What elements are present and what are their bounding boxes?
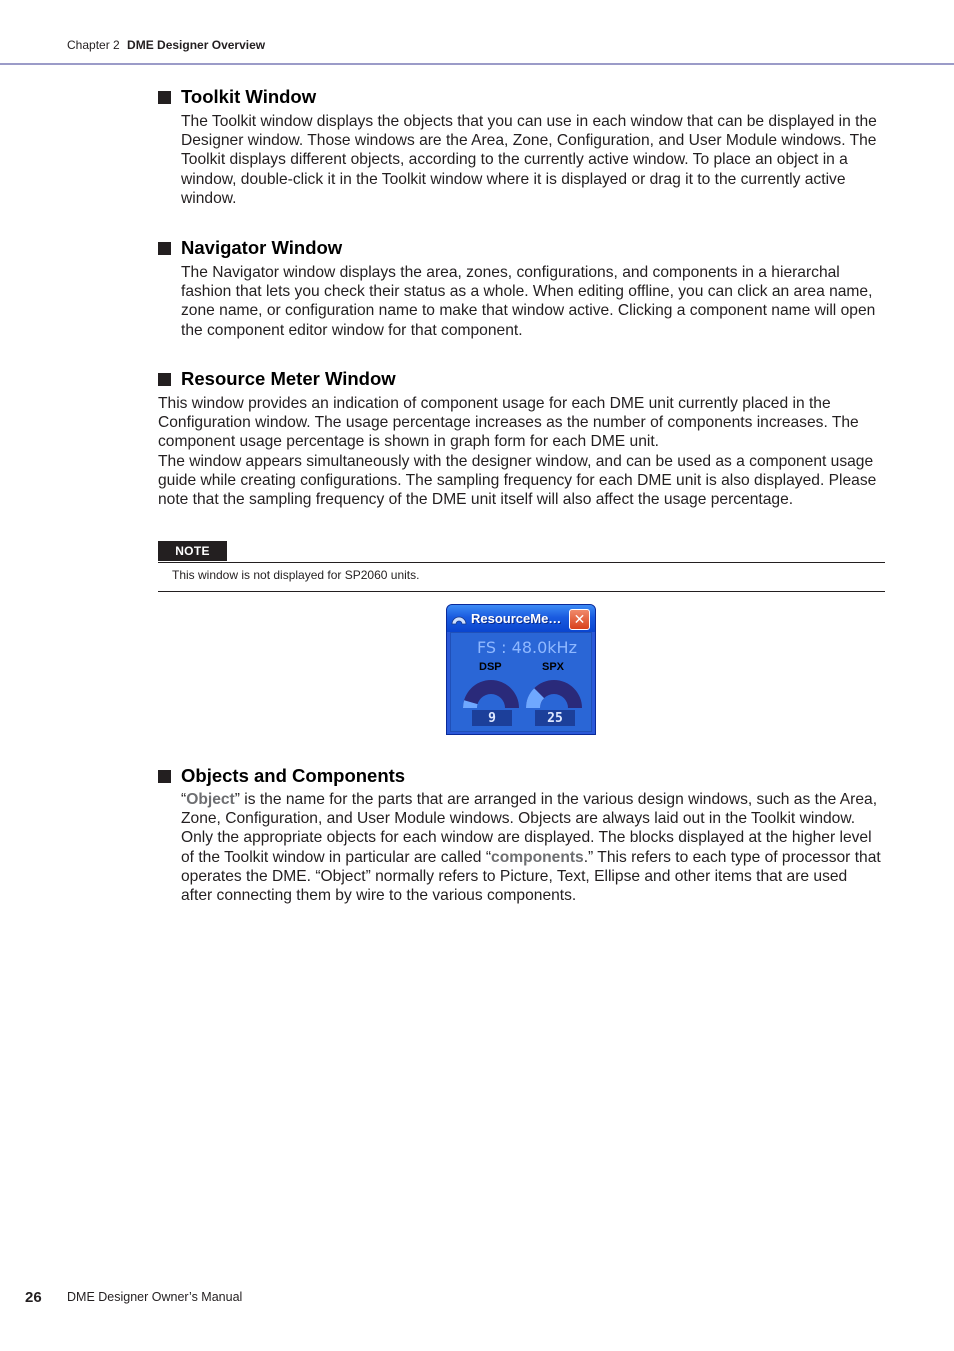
chapter-label: Chapter 2: [67, 38, 120, 52]
toolkit-paragraph: The Toolkit window displays the objects that you can use in each window that can be displayed in the Designer window. Those windows are the Area, Zone, Configuration, and User Module windows. The Toolkit displays different objects, according to the currently active window. To place an object in a window, double-click it in the Toolkit window where it is displayed or drag it to the currently active window.: [181, 113, 877, 207]
dsp-label: DSP: [479, 661, 502, 673]
resource-meter-window: [446, 604, 596, 735]
resource-paragraph-1: This window provides an indication of component usage for each DME unit currently placed in the Configuration window. The usage percentage increases as the number of components increases. The component usage percentage is shown in graph form for each DME unit.: [158, 395, 859, 451]
heading-objects-and-components: [158, 765, 405, 787]
resource-meter-title: ResourceMe…: [471, 611, 562, 626]
dsp-gauge: [461, 676, 521, 710]
objects-paragraph: [181, 790, 881, 905]
heading-text: Resource Meter Window: [181, 368, 396, 389]
heading-text: Objects and Components: [181, 765, 406, 786]
meter-app-icon: [451, 612, 467, 626]
sampling-frequency: FS : 48.0kHz: [477, 638, 577, 657]
text-run: .” This refers to each type of processor that operates the DME. “Object” normally refers to Picture, Text, Ellipse and other items that are used after connecting them by wire to the various components.: [181, 848, 881, 905]
text-run: “: [181, 791, 187, 808]
heading-toolkit-window: [158, 86, 316, 108]
term-components: components: [491, 848, 584, 866]
resource-meter-titlebar[interactable]: [447, 605, 595, 632]
page-number: 26: [25, 1289, 42, 1306]
heading-resource-meter-window: [158, 368, 396, 390]
manual-title: DME Designer Owner’s Manual: [67, 1290, 243, 1304]
note-divider-top: [158, 562, 885, 563]
spx-label: SPX: [542, 661, 565, 673]
text-run: ” is the name for the parts that are arranged in the various design windows, such as the Area, Zone, Configuration, and User Module windows. Objects are always laid out in the Toolkit window. Only the appropriate objects for each window are displayed. The blocks displayed at the higher level of the Toolkit window in particular are called “: [181, 791, 878, 866]
close-button[interactable]: [569, 609, 590, 630]
chapter-title: DME Designer Overview: [127, 38, 266, 52]
bullet-square-icon: [158, 770, 171, 783]
header-divider: [0, 63, 954, 65]
note-divider-bottom: [158, 591, 885, 592]
close-icon: ✕: [573, 611, 586, 627]
bullet-square-icon: [158, 91, 171, 104]
note-label: NOTE: [158, 541, 227, 561]
bullet-square-icon: [158, 373, 171, 386]
term-object: Object: [186, 791, 235, 808]
note-text: This window is not displayed for SP2060 units.: [172, 568, 420, 582]
navigator-paragraph: The Navigator window displays the area, zones, configurations, and components in a hierarchal fashion that lets you check their status as a whole. When editing offline, you can click an area name, zone name, or configuration name to make that window active. Clicking a component name will open the component editor window for that component.: [181, 264, 876, 339]
heading-text: Toolkit Window: [181, 86, 317, 107]
page-header: [67, 38, 265, 52]
dsp-value: 9: [472, 710, 512, 726]
resource-meter-body: [450, 632, 592, 732]
spx-gauge: [524, 676, 584, 710]
bullet-square-icon: [158, 242, 171, 255]
heading-text: Navigator Window: [181, 237, 343, 258]
resource-paragraph-2: The window appears simultaneously with the designer window, and can be used as a component usage guide while creating configurations. The sampling frequency for each DME unit is also displayed. Please note that the sampling frequency of the DME unit itself will also affect the usage percentage.: [158, 453, 877, 509]
heading-navigator-window: [158, 237, 342, 259]
spx-value: 25: [535, 710, 575, 726]
